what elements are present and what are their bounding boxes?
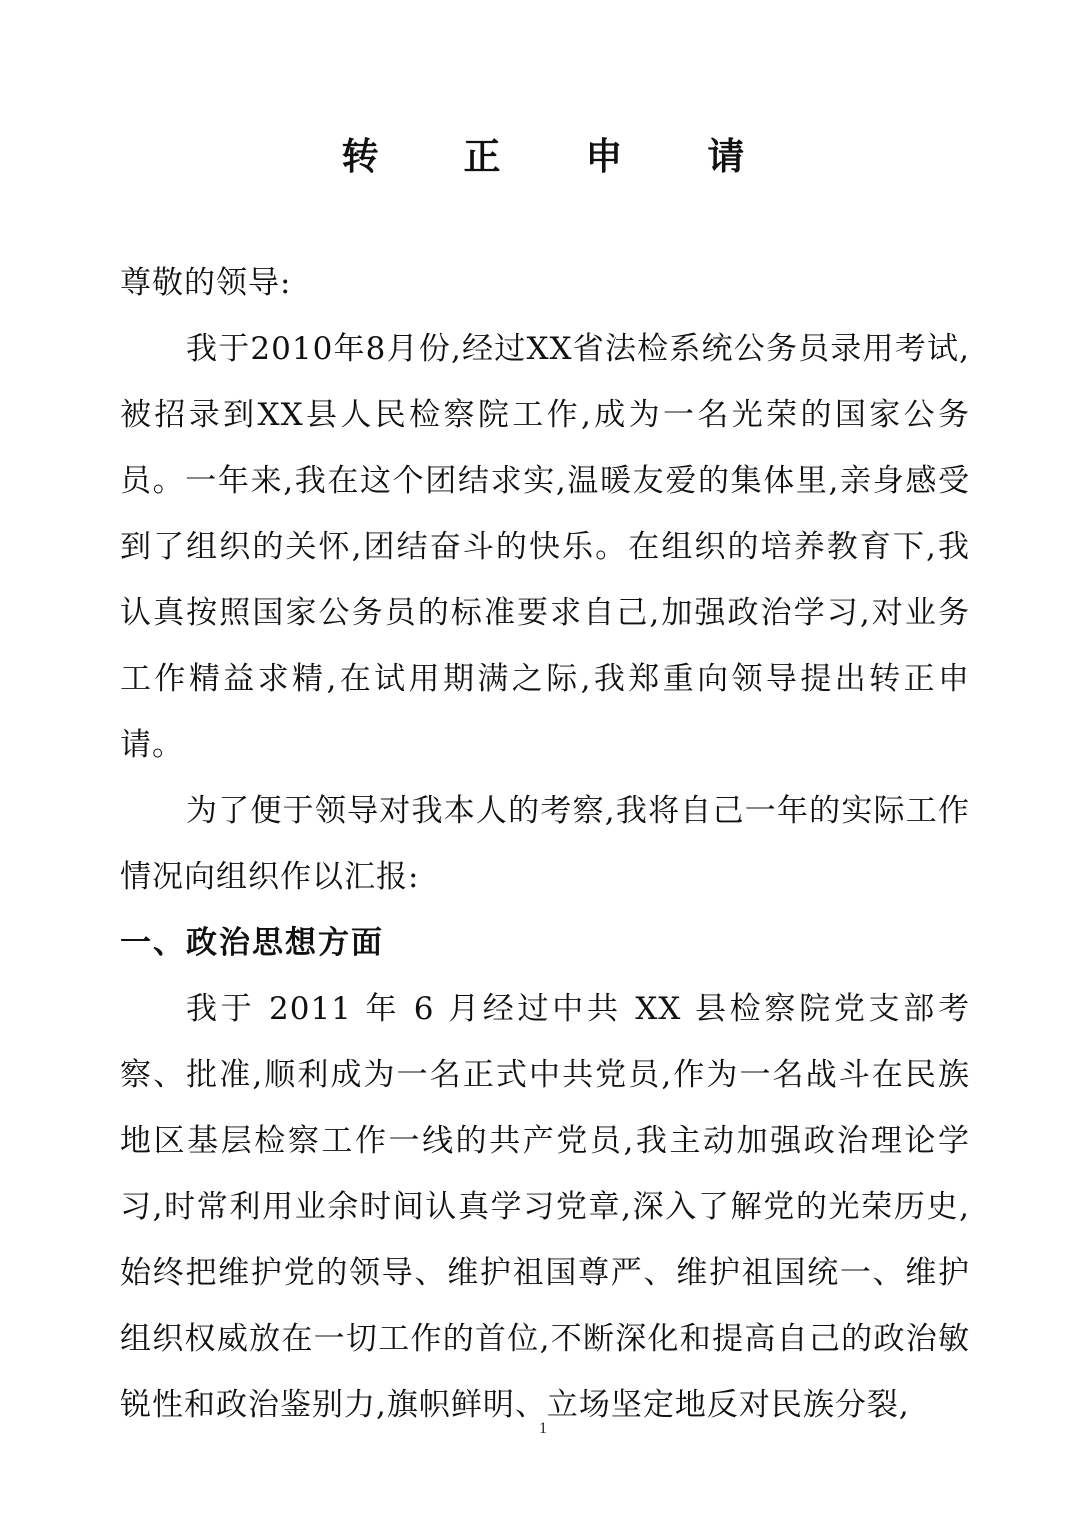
section-paragraph: 我于 2011 年 6 月经过中共 XX 县检察院党支部考察、批准,顺利成为一名正式中共党员,作为一名战斗在民族地区基层检察工作一线的共产党员,我主动加强政治理论学习,时常利用业余时间认真学习党章,深入了解党的光荣历史,始终把维护党的领导、维护祖国尊严、维护祖国统一、维护组织权威放在一切工作的首位,不断深化和提高自己的政治敏锐性和政治鉴别力,旗帜鲜明、立场坚定地反对民族分裂, bbox=[120, 991, 970, 1423]
paragraph-report: 为了便于领导对我本人的考察,我将自己一年的实际工作情况向组织作以汇报: bbox=[120, 793, 970, 895]
section-heading: 一、政治思想方面 bbox=[120, 925, 384, 961]
paragraph-intro: 我于2010年8月份,经过XX省法检系统公务员录用考试,被招录到XX县人民检察院工作,成为一名光荣的国家公务员。一年来,我在这个团结求实,温暖友爱的集体里,亲身感受到了组织的关怀,团结奋斗的快乐。在组织的培养教育下,我认真按照国家公务员的标准要求自己,加强政治学习,对业务工作精益求精,在试用期满之际,我郑重向领导提出转正申请。 bbox=[120, 331, 970, 763]
document-body bbox=[120, 250, 970, 1438]
document-title: 转 正 申 请 bbox=[341, 134, 781, 178]
salutation: 尊敬的领导: bbox=[120, 265, 292, 301]
page-number: 1 bbox=[539, 1420, 547, 1437]
